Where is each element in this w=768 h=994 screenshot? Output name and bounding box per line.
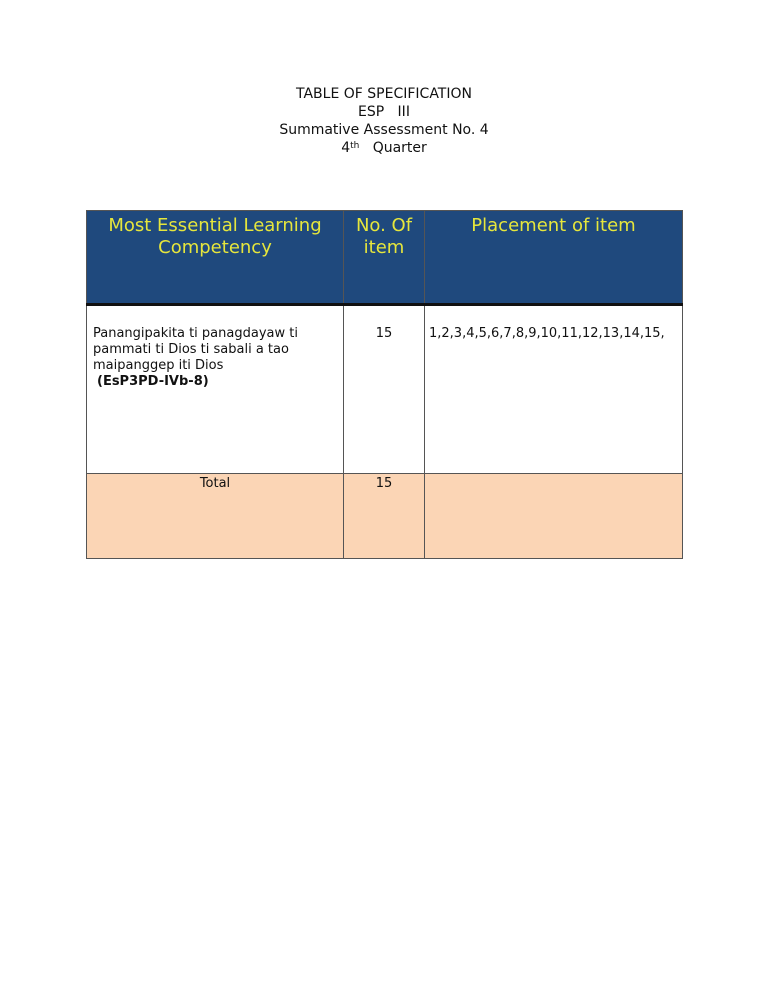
header-item-count: No. Of item <box>344 211 425 305</box>
table-row <box>87 305 683 474</box>
quarter-number: 4 <box>341 140 351 156</box>
total-placement <box>425 474 683 559</box>
quarter-suffix: th <box>350 141 360 151</box>
document-title: TABLE OF SPECIFICATION <box>296 86 472 102</box>
placement-cell: 1,2,3,4,5,6,7,8,9,10,11,12,13,14,15, <box>425 305 683 474</box>
competency-text: Panangipakita ti panagdayaw ti pammati ti Dios ti sabali a tao maipanggep iti Dios <box>93 326 298 373</box>
total-item-count: 15 <box>344 474 425 559</box>
quarter-word: Quarter <box>372 140 427 156</box>
competency-cell <box>87 305 344 474</box>
competency-code: (EsP3PD-IVb-8) <box>97 374 209 389</box>
total-row <box>87 474 683 559</box>
total-label: Total <box>87 474 344 559</box>
specification-table <box>86 210 683 559</box>
table-header-row <box>87 211 683 305</box>
header-placement: Placement of item <box>425 211 683 305</box>
assessment-line: Summative Assessment No. 4 <box>279 122 489 138</box>
document-heading <box>0 85 768 157</box>
item-count-cell: 15 <box>344 305 425 474</box>
quarter-line <box>0 139 768 157</box>
subject-line: ESP III <box>358 104 410 120</box>
header-competency: Most Essential Learning Competency <box>87 211 344 305</box>
